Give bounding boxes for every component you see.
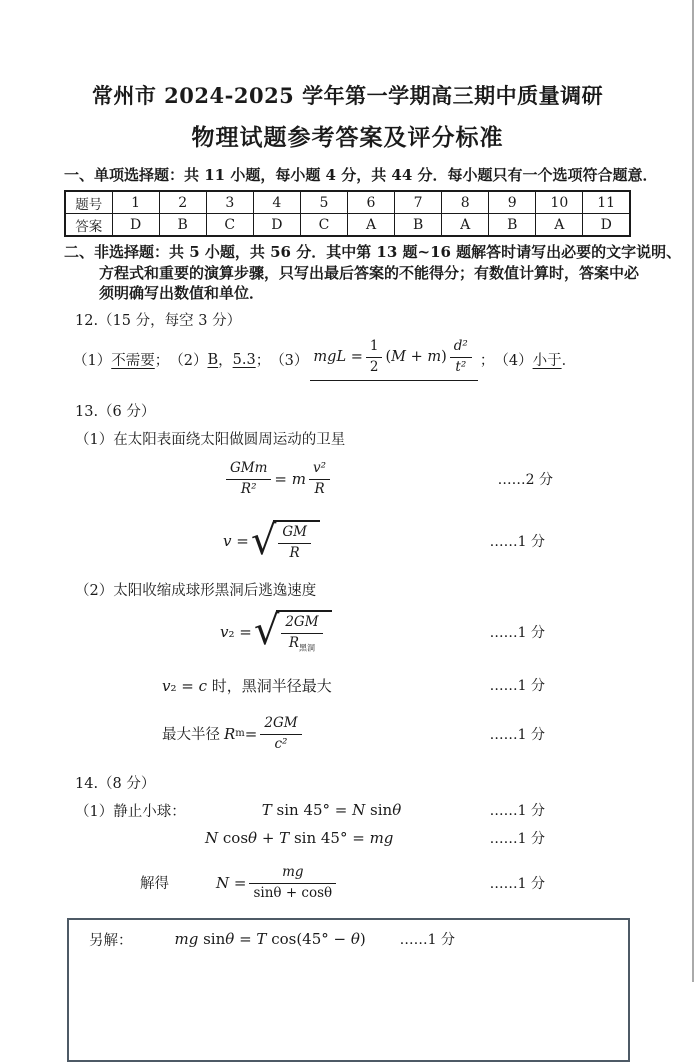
- q12-formula-energy: [310, 338, 477, 380]
- formula-lhs: mgL =: [313, 349, 363, 365]
- q12-blank4-answer: 小于: [532, 353, 562, 369]
- statement-text: v₂ = c 时，黑洞半径最大: [162, 676, 332, 695]
- answer-table: [64, 190, 631, 237]
- qnum-header-cell: 题号: [65, 191, 112, 214]
- section2-heading: [0, 242, 695, 304]
- qnum-cell: 1: [112, 191, 159, 214]
- q12-period: ．: [561, 353, 577, 369]
- score-label: ……1 分: [489, 678, 545, 694]
- score-label: ……1 分: [489, 875, 545, 892]
- qnum-cell: 3: [206, 191, 253, 214]
- qnum-cell: 11: [583, 191, 630, 214]
- q13-formula-orbital-speed: [0, 517, 695, 565]
- section2-heading-line2: 方程式和重要的演算步骤，只写出最后答案的不能得分；有数值计算时，答案中必: [99, 263, 640, 282]
- fraction-2GM-Rblackhole: $\frac{2GM}{R_{黑洞}}$: [281, 614, 322, 652]
- q12-separator: ；: [255, 353, 271, 369]
- square-root: [250, 517, 320, 564]
- answer-cell: B: [395, 214, 442, 237]
- qnum-cell: 10: [536, 191, 583, 214]
- alt-solution-label: 另解：: [89, 932, 133, 949]
- answer-cell: D: [112, 214, 159, 237]
- formula-lhs: N =: [216, 873, 247, 892]
- q13-formula-gravitation: [0, 457, 695, 501]
- page-title-line1: 常州市 2024-2025 学年第一学期高三期中质量调研: [91, 83, 604, 108]
- fraction-one-half: $\frac{1}{2}$: [366, 338, 383, 375]
- q12-item1-prefix: （1）: [73, 353, 112, 369]
- section2-heading-line3: 须明确写出数值和单位．: [99, 284, 265, 302]
- q14-equation1-line: [0, 800, 695, 821]
- q12-item4-prefix: （4）: [494, 353, 533, 369]
- formula-equals-m: = m: [274, 469, 306, 488]
- qnum-cell: 4: [253, 191, 300, 214]
- answer-cell: B: [489, 214, 536, 237]
- answer-cell: D: [583, 214, 630, 237]
- equation-vertical: N cosθ + T sin 45° = mg: [205, 828, 394, 847]
- alt-solution-equation: mg sinθ = T cos(45° − θ): [174, 930, 366, 948]
- square-root: [253, 608, 332, 655]
- q12-item3-prefix: （3）: [270, 353, 309, 369]
- qnum-cell: 5: [300, 191, 347, 214]
- qnum-cell: 9: [489, 191, 536, 214]
- q12-comma: ，: [218, 353, 233, 369]
- q14-label: 14.（8 分）: [75, 775, 156, 792]
- formula-lhs: v =: [223, 531, 249, 550]
- q12-separator: ；: [154, 353, 170, 369]
- radical-sign: √: [250, 517, 277, 564]
- q12-blank3-answer: 5.3: [232, 351, 256, 368]
- table-row-question-numbers: [65, 191, 630, 214]
- equation-horizontal: T sin 45° = N sinθ: [261, 801, 402, 819]
- alt-solution-line: [69, 929, 628, 950]
- qnum-cell: 7: [395, 191, 442, 214]
- q12-answer-line: [73, 334, 695, 386]
- q13-formula-escape-speed: [0, 606, 695, 658]
- page-right-border: [692, 0, 694, 982]
- answer-cell: D: [253, 214, 300, 237]
- qnum-cell: 6: [347, 191, 394, 214]
- q13-part1-text: （1）在太阳表面绕太阳做圆周运动的卫星: [75, 431, 346, 448]
- q13-part2-text: （2）太阳收缩成球形黑洞后逃逸速度: [75, 582, 317, 599]
- q14-solution-line: [0, 860, 695, 906]
- subscript-m: m: [235, 728, 245, 739]
- fraction-2GM-c2: $\frac{2GM}{\text{c²}}$: [260, 715, 301, 752]
- answer-header-cell: 答案: [65, 214, 112, 237]
- score-label: ……1 分: [489, 830, 545, 847]
- q12-label: 12.（15 分，每空 3 分）: [75, 312, 242, 329]
- fraction-GMm-R2: $\frac{\text{GMm}}{\text{R²}}$: [226, 460, 271, 497]
- score-label: ……1 分: [399, 932, 455, 948]
- fraction-mg-sincos: $\frac{mg}{\sin\theta + \cos\theta}$: [249, 864, 336, 901]
- score-label: ……1 分: [489, 803, 545, 819]
- q12-blank1-answer: 不需要: [111, 353, 155, 369]
- formula-mass-sum: (M + m): [385, 349, 447, 365]
- answer-cell: A: [442, 214, 489, 237]
- score-label: ……1 分: [489, 533, 545, 550]
- answer-cell: A: [536, 214, 583, 237]
- max-radius-prefix: 最大半径: [162, 727, 220, 743]
- q12-item2-prefix: （2）: [169, 353, 208, 369]
- section1-heading: 一、单项选择题：共 11 小题，每小题 4 分，共 44 分．每小题只有一个选项符合题意．: [64, 166, 658, 184]
- answer-cell: A: [347, 214, 394, 237]
- q12-separator: ；: [479, 353, 495, 369]
- fraction-v2-R: $\frac{\text{v²}}{R}$: [309, 460, 330, 497]
- equals-sign: =: [244, 724, 258, 743]
- q14-equation2-line: [0, 828, 695, 848]
- radical-sign: √: [253, 608, 280, 655]
- alternative-solution-box: [67, 918, 630, 1062]
- blackhole-subscript: 黑洞: [299, 643, 316, 653]
- page-title-line2: 物理试题参考答案及评分标准: [191, 124, 504, 151]
- qnum-cell: 2: [159, 191, 206, 214]
- symbol-R: R: [224, 724, 236, 743]
- fraction-GM-R: $\frac{GM}{R}$: [278, 524, 311, 561]
- score-label: ……1 分: [489, 726, 545, 743]
- qnum-cell: 8: [442, 191, 489, 214]
- answer-cell: C: [206, 214, 253, 237]
- q13-max-radius-statement: [0, 675, 695, 696]
- solve-label: 解得: [140, 876, 169, 892]
- q12-blank2-answer: B: [207, 351, 219, 368]
- q13-formula-max-radius: [0, 712, 695, 756]
- formula-lhs: v₂ =: [220, 622, 252, 641]
- answer-cell: B: [159, 214, 206, 237]
- score-label: ……1 分: [489, 624, 545, 641]
- answer-cell: C: [300, 214, 347, 237]
- q14-part1-label: （1）静止小球：: [75, 803, 186, 820]
- q13-label: 13.（6 分）: [75, 403, 156, 420]
- table-row-answers: [65, 214, 630, 237]
- score-label: ……2 分: [497, 471, 553, 488]
- fraction-d2-t2: $\frac{\text{d²}}{\text{t²}}$: [450, 338, 472, 375]
- section2-heading-line1: 二、非选择题：共 5 小题，共 56 分．其中第 13 题~16 题解答时请写出必要的文字说明、: [64, 243, 682, 261]
